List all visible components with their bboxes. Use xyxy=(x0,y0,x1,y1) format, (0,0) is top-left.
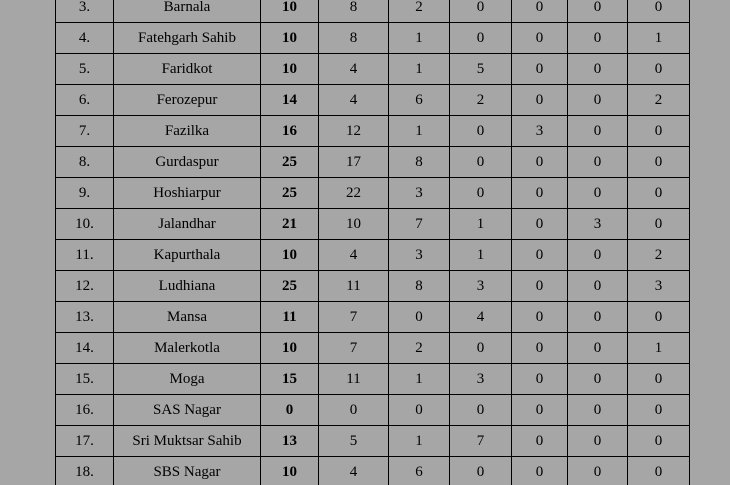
count-col-2-cell: 8 xyxy=(389,271,450,302)
count-col-3-cell: 1 xyxy=(450,240,512,271)
table-row xyxy=(56,395,690,426)
count-col-3-cell: 0 xyxy=(450,457,512,485)
count-col-6-cell: 2 xyxy=(628,85,690,116)
district-name-cell: Gurdaspur xyxy=(114,147,261,178)
count-col-6-cell: 0 xyxy=(628,457,690,485)
count-col-4-cell: 0 xyxy=(512,209,568,240)
count-col-4-cell: 0 xyxy=(512,333,568,364)
total-cell: 15 xyxy=(261,364,319,395)
district-name-cell: Moga xyxy=(114,364,261,395)
table-row xyxy=(56,147,690,178)
count-col-6-cell: 0 xyxy=(628,178,690,209)
count-col-3-cell: 0 xyxy=(450,23,512,54)
district-name-cell: Sri Muktsar Sahib xyxy=(114,426,261,457)
serial-number-cell: 13. xyxy=(56,302,114,333)
total-cell: 13 xyxy=(261,426,319,457)
count-col-6-cell: 0 xyxy=(628,302,690,333)
district-name-cell: Mansa xyxy=(114,302,261,333)
count-col-1-cell: 17 xyxy=(319,147,389,178)
total-cell: 16 xyxy=(261,116,319,147)
total-cell: 10 xyxy=(261,54,319,85)
count-col-4-cell: 0 xyxy=(512,302,568,333)
count-col-3-cell: 5 xyxy=(450,54,512,85)
count-col-4-cell: 0 xyxy=(512,426,568,457)
serial-number-cell: 10. xyxy=(56,209,114,240)
count-col-3-cell: 0 xyxy=(450,0,512,23)
count-col-2-cell: 1 xyxy=(389,23,450,54)
count-col-5-cell: 0 xyxy=(568,178,628,209)
count-col-2-cell: 6 xyxy=(389,85,450,116)
table-row xyxy=(56,457,690,485)
count-col-5-cell: 0 xyxy=(568,0,628,23)
count-col-3-cell: 0 xyxy=(450,116,512,147)
count-col-4-cell: 0 xyxy=(512,271,568,302)
district-name-cell: Kapurthala xyxy=(114,240,261,271)
count-col-5-cell: 0 xyxy=(568,271,628,302)
count-col-6-cell: 0 xyxy=(628,54,690,85)
count-col-1-cell: 7 xyxy=(319,333,389,364)
count-col-3-cell: 2 xyxy=(450,85,512,116)
total-cell: 25 xyxy=(261,147,319,178)
serial-number-cell: 14. xyxy=(56,333,114,364)
serial-number-cell: 9. xyxy=(56,178,114,209)
count-col-6-cell: 0 xyxy=(628,0,690,23)
serial-number-cell: 6. xyxy=(56,85,114,116)
count-col-6-cell: 0 xyxy=(628,116,690,147)
count-col-6-cell: 3 xyxy=(628,271,690,302)
count-col-1-cell: 11 xyxy=(319,364,389,395)
count-col-6-cell: 2 xyxy=(628,240,690,271)
total-cell: 10 xyxy=(261,457,319,485)
serial-number-cell: 11. xyxy=(56,240,114,271)
count-col-2-cell: 8 xyxy=(389,147,450,178)
count-col-2-cell: 6 xyxy=(389,457,450,485)
district-name-cell: SBS Nagar xyxy=(114,457,261,485)
count-col-4-cell: 0 xyxy=(512,23,568,54)
serial-number-cell: 15. xyxy=(56,364,114,395)
count-col-1-cell: 5 xyxy=(319,426,389,457)
total-cell: 21 xyxy=(261,209,319,240)
count-col-3-cell: 0 xyxy=(450,147,512,178)
count-col-2-cell: 1 xyxy=(389,54,450,85)
district-name-cell: Ludhiana xyxy=(114,271,261,302)
district-name-cell: Hoshiarpur xyxy=(114,178,261,209)
count-col-1-cell: 7 xyxy=(319,302,389,333)
count-col-1-cell: 4 xyxy=(319,240,389,271)
count-col-1-cell: 4 xyxy=(319,54,389,85)
serial-number-cell: 17. xyxy=(56,426,114,457)
serial-number-cell: 7. xyxy=(56,116,114,147)
total-cell: 11 xyxy=(261,302,319,333)
count-col-2-cell: 2 xyxy=(389,0,450,23)
count-col-6-cell: 0 xyxy=(628,364,690,395)
table-row xyxy=(56,426,690,457)
count-col-2-cell: 2 xyxy=(389,333,450,364)
count-col-6-cell: 1 xyxy=(628,333,690,364)
total-cell: 14 xyxy=(261,85,319,116)
serial-number-cell: 3. xyxy=(56,0,114,23)
count-col-5-cell: 0 xyxy=(568,395,628,426)
table-row xyxy=(56,0,690,23)
count-col-4-cell: 0 xyxy=(512,364,568,395)
district-name-cell: Fatehgarh Sahib xyxy=(114,23,261,54)
count-col-1-cell: 8 xyxy=(319,23,389,54)
table-row xyxy=(56,240,690,271)
table-row xyxy=(56,333,690,364)
count-col-2-cell: 3 xyxy=(389,240,450,271)
district-name-cell: Malerkotla xyxy=(114,333,261,364)
count-col-2-cell: 1 xyxy=(389,364,450,395)
count-col-5-cell: 0 xyxy=(568,240,628,271)
count-col-5-cell: 0 xyxy=(568,457,628,485)
table-row xyxy=(56,178,690,209)
count-col-5-cell: 0 xyxy=(568,333,628,364)
count-col-6-cell: 0 xyxy=(628,426,690,457)
count-col-1-cell: 4 xyxy=(319,457,389,485)
serial-number-cell: 5. xyxy=(56,54,114,85)
count-col-5-cell: 0 xyxy=(568,364,628,395)
table-row xyxy=(56,302,690,333)
serial-number-cell: 12. xyxy=(56,271,114,302)
total-cell: 10 xyxy=(261,23,319,54)
count-col-4-cell: 0 xyxy=(512,457,568,485)
count-col-5-cell: 0 xyxy=(568,116,628,147)
count-col-5-cell: 0 xyxy=(568,147,628,178)
total-cell: 25 xyxy=(261,271,319,302)
count-col-5-cell: 0 xyxy=(568,23,628,54)
district-name-cell: Jalandhar xyxy=(114,209,261,240)
count-col-1-cell: 10 xyxy=(319,209,389,240)
count-col-1-cell: 12 xyxy=(319,116,389,147)
count-col-1-cell: 11 xyxy=(319,271,389,302)
count-col-6-cell: 0 xyxy=(628,209,690,240)
count-col-3-cell: 0 xyxy=(450,178,512,209)
count-col-2-cell: 1 xyxy=(389,116,450,147)
district-data-table xyxy=(55,0,690,485)
count-col-1-cell: 4 xyxy=(319,85,389,116)
count-col-4-cell: 0 xyxy=(512,147,568,178)
count-col-5-cell: 0 xyxy=(568,85,628,116)
table-row xyxy=(56,209,690,240)
count-col-5-cell: 0 xyxy=(568,302,628,333)
count-col-1-cell: 8 xyxy=(319,0,389,23)
total-cell: 10 xyxy=(261,240,319,271)
count-col-3-cell: 4 xyxy=(450,302,512,333)
count-col-2-cell: 3 xyxy=(389,178,450,209)
count-col-3-cell: 3 xyxy=(450,271,512,302)
serial-number-cell: 4. xyxy=(56,23,114,54)
table-body xyxy=(56,0,690,485)
district-name-cell: Ferozepur xyxy=(114,85,261,116)
district-name-cell: SAS Nagar xyxy=(114,395,261,426)
serial-number-cell: 16. xyxy=(56,395,114,426)
count-col-3-cell: 7 xyxy=(450,426,512,457)
count-col-6-cell: 0 xyxy=(628,147,690,178)
district-name-cell: Fazilka xyxy=(114,116,261,147)
count-col-6-cell: 1 xyxy=(628,23,690,54)
count-col-3-cell: 0 xyxy=(450,395,512,426)
count-col-4-cell: 0 xyxy=(512,240,568,271)
count-col-4-cell: 0 xyxy=(512,85,568,116)
total-cell: 25 xyxy=(261,178,319,209)
count-col-2-cell: 1 xyxy=(389,426,450,457)
count-col-2-cell: 0 xyxy=(389,395,450,426)
table-row xyxy=(56,85,690,116)
total-cell: 10 xyxy=(261,333,319,364)
count-col-4-cell: 3 xyxy=(512,116,568,147)
count-col-3-cell: 0 xyxy=(450,333,512,364)
count-col-5-cell: 3 xyxy=(568,209,628,240)
count-col-2-cell: 7 xyxy=(389,209,450,240)
table-row xyxy=(56,364,690,395)
count-col-4-cell: 0 xyxy=(512,0,568,23)
table-row xyxy=(56,23,690,54)
district-name-cell: Barnala xyxy=(114,0,261,23)
district-name-cell: Faridkot xyxy=(114,54,261,85)
count-col-3-cell: 1 xyxy=(450,209,512,240)
count-col-1-cell: 22 xyxy=(319,178,389,209)
table-row xyxy=(56,116,690,147)
total-cell: 0 xyxy=(261,395,319,426)
count-col-5-cell: 0 xyxy=(568,426,628,457)
count-col-3-cell: 3 xyxy=(450,364,512,395)
count-col-4-cell: 0 xyxy=(512,54,568,85)
serial-number-cell: 18. xyxy=(56,457,114,485)
total-cell: 10 xyxy=(261,0,319,23)
count-col-4-cell: 0 xyxy=(512,178,568,209)
count-col-1-cell: 0 xyxy=(319,395,389,426)
count-col-2-cell: 0 xyxy=(389,302,450,333)
table-row xyxy=(56,54,690,85)
count-col-5-cell: 0 xyxy=(568,54,628,85)
count-col-4-cell: 0 xyxy=(512,395,568,426)
table-row xyxy=(56,271,690,302)
serial-number-cell: 8. xyxy=(56,147,114,178)
count-col-6-cell: 0 xyxy=(628,395,690,426)
